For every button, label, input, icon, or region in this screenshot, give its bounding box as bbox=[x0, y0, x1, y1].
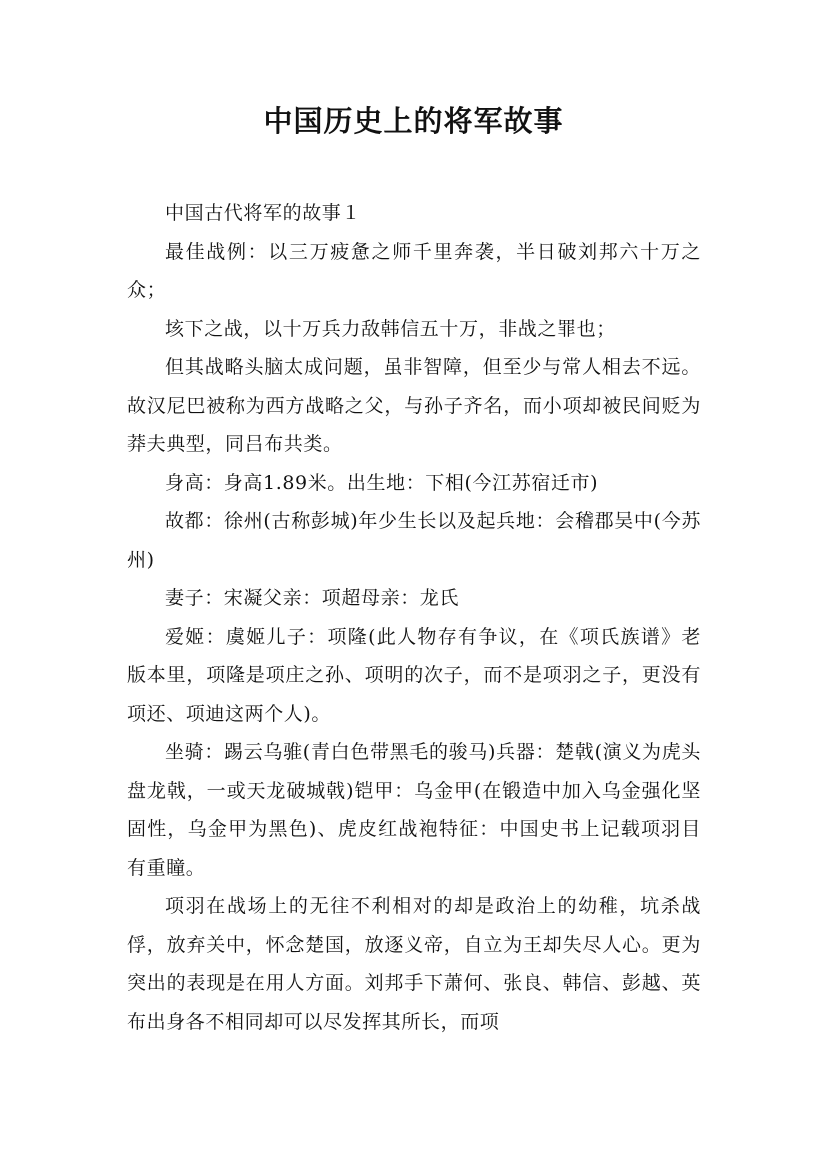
paragraph-strategy: 但其战略头脑太成问题，虽非智障，但至少与常人相去不远。故汉尼巴被称为西方战略之父，与孙子齐名，而小项却被民间贬为莽夫典型，同吕布共类。 bbox=[127, 356, 701, 455]
paragraph-best-battle: 最佳战例：以三万疲惫之师千里奔袭，半日破刘邦六十万之众； bbox=[127, 240, 701, 301]
paragraph-family: 妻子：宋凝父亲：项超母亲：龙氏 bbox=[165, 587, 460, 609]
paragraph-heading: 中国古代将军的故事１ bbox=[165, 202, 362, 224]
document-title: 中国历史上的将军故事 bbox=[263, 104, 564, 138]
paragraph-politics: 项羽在战场上的无往不利相对的却是政治上的幼稚，坑杀战俘，放弃关中，怀念楚国，放逐义帝，自立为王却失尽人心。更为突出的表现是在用人方面。刘邦手下萧何、张良、韩信、彭越、英布出身各不相同却可以尽发挥其所长，而项 bbox=[127, 895, 701, 1033]
paragraph-capital: 故都：徐州(古称彭城)年少生长以及起兵地：会稽郡吴中(今苏州) bbox=[127, 510, 701, 571]
document-body bbox=[127, 194, 701, 1041]
paragraph-mount-weapon: 坐骑：踢云乌骓(青白色带黑毛的骏马)兵器：楚戟(演义为虎头盘龙戟，一或天龙破城戟)铠甲：乌金甲(在锻造中加入乌金强化坚固性，乌金甲为黑色)、虎皮红战袍特征：中国史书上记载项羽目有重瞳。 bbox=[127, 741, 701, 879]
paragraph-height-birthplace: 身高：身高1.89米。出生地：下相(今江苏宿迁市) bbox=[165, 471, 599, 494]
paragraph-consort-son: 爱姬：虞姬儿子：项隆(此人物存有争议，在《项氏族谱》老版本里，项隆是项庄之孙、项明的次子，而不是项羽之子，更没有项还、项迪这两个人)。 bbox=[127, 625, 701, 725]
paragraph-gaixia: 垓下之战，以十万兵力敌韩信五十万，非战之罪也； bbox=[165, 317, 616, 340]
